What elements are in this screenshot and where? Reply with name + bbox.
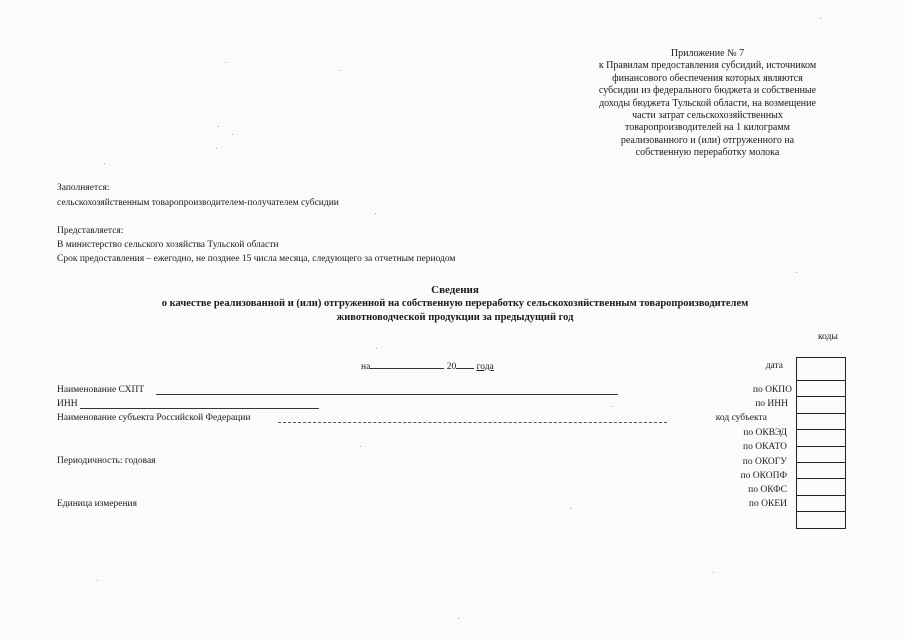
code-cell-okpo-row [797, 381, 846, 397]
title-line: Сведения [431, 284, 479, 296]
codes-header: коды [818, 332, 838, 342]
code-cell-okogu[interactable] [797, 462, 846, 478]
scan-speck [232, 134, 233, 135]
code-label-okfs: по ОКФС [748, 485, 787, 495]
code-label-okved: по ОКВЭД [743, 428, 787, 438]
date-suffix: года [476, 362, 494, 372]
appendix-line: доходы бюджета Тульской области, на возмещение [599, 97, 816, 109]
appendix-line: субсидии из федерального бюджета и собственные [598, 85, 817, 97]
label-region: Наименование субъекта Российской Федерации [57, 413, 251, 423]
filled-by-label: Заполняется: [57, 183, 110, 193]
label-inn: ИНН [57, 399, 78, 409]
name-field[interactable] [156, 394, 618, 395]
code-cell-okopf-row [797, 479, 846, 495]
label-periodicity: Периодичность: годовая [57, 456, 156, 466]
scan-speck [458, 618, 459, 619]
code-cell-okato-row [797, 446, 846, 462]
code-cell-date[interactable] [797, 358, 846, 381]
scan-speck [216, 148, 217, 149]
code-label-okato: по ОКАТО [743, 442, 787, 452]
code-cell-okopf[interactable] [797, 479, 846, 495]
appendix-line: реализованного и (или) отгруженного на [620, 134, 795, 146]
code-cell-region-row [797, 413, 846, 429]
scan-speck [376, 348, 377, 349]
scan-speck [570, 508, 571, 509]
code-cell-okogu-row [797, 462, 846, 478]
code-cell-inn-row [797, 397, 846, 413]
region-field[interactable] [278, 422, 667, 423]
codes-table [796, 357, 846, 529]
label-unit: Единица измерения [57, 499, 137, 509]
code-label-inn: по ИНН [755, 399, 788, 409]
scan-speck [713, 572, 714, 573]
appendix-line: части затрат сельскохозяйственных [632, 110, 783, 122]
scan-speck [360, 446, 361, 447]
date-prefix: на [361, 362, 371, 372]
code-cell-okpo[interactable] [797, 381, 846, 397]
title-line: животноводческой продукции за предыдущий год [336, 311, 574, 323]
appendix-line: товаропроизводителей на 1 килограмм [625, 122, 790, 134]
scan-speck [820, 18, 821, 19]
filled-by-value: сельскохозяйственным товаропроизводителем-получателем субсидии [57, 198, 339, 208]
code-cell-okfs-row [797, 495, 846, 511]
date-year-prefix: 20 [446, 362, 457, 372]
submitted-label: Представляется: [57, 226, 124, 236]
date-day-month-field[interactable] [370, 359, 444, 369]
scan-speck [796, 272, 797, 273]
date-year-field[interactable] [456, 359, 474, 369]
code-cell-date-row [797, 358, 846, 381]
inn-field[interactable] [80, 408, 319, 409]
appendix-line: Приложение № 7 [670, 48, 745, 59]
appendix-line: к Правилам предоставления субсидий, источником [598, 60, 817, 72]
appendix-header [565, 48, 850, 160]
code-label-okogu: по ОКОГУ [742, 457, 787, 467]
code-cell-okei[interactable] [797, 512, 846, 528]
scan-speck [375, 213, 376, 214]
date-line [361, 359, 494, 373]
document-title [60, 283, 850, 324]
appendix-line: собственную переработку молока [635, 147, 780, 159]
code-cell-okei-row [797, 512, 846, 528]
code-label-okpo: по ОКПО [752, 385, 792, 395]
code-cell-inn[interactable] [797, 397, 846, 413]
code-cell-okved-row [797, 430, 846, 446]
code-label-date: дата [765, 361, 783, 371]
scan-speck [225, 62, 226, 63]
scan-speck [104, 163, 105, 164]
label-name: Наименование СХПТ [57, 385, 145, 395]
code-label-okopf: по ОКОПФ [740, 471, 787, 481]
code-cell-okved[interactable] [797, 430, 846, 446]
code-label-okei: по ОКЕИ [748, 499, 787, 509]
code-cell-okfs[interactable] [797, 495, 846, 511]
scan-speck [612, 406, 613, 407]
submitted-to: В министерство сельского хозяйства Тульской области [57, 240, 279, 250]
submission-deadline: Срок предоставления – ежегодно, не позднее 15 числа месяца, следующего за отчетным периодом [57, 254, 456, 264]
scan-speck [339, 70, 340, 71]
scan-speck [97, 580, 98, 581]
code-label-region: код субъекта [715, 413, 767, 423]
appendix-line: финансового обеспечения которых являются [612, 72, 803, 84]
code-cell-region[interactable] [797, 413, 846, 429]
code-cell-okato[interactable] [797, 446, 846, 462]
scan-speck [218, 126, 219, 127]
title-line: о качестве реализованной и (или) отгруженной на собственную переработку сельскохозяйственным товаропроизводителем [161, 298, 749, 309]
